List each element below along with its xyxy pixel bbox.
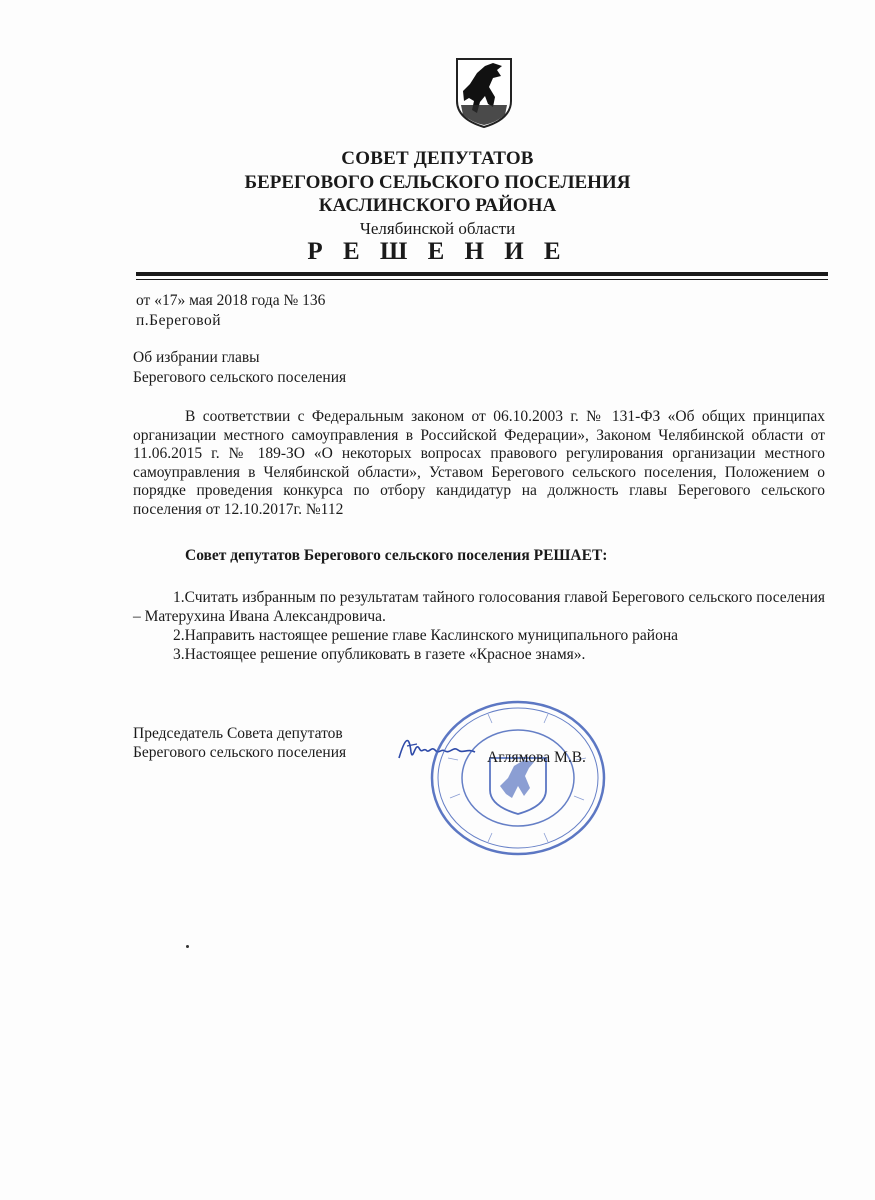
document-type-title: Р Е Ш Е Н И Е (307, 238, 568, 265)
subject-line1: Об избрании главы (133, 349, 260, 366)
signer-title-line1: Председатель Совета депутатов (133, 725, 343, 742)
header-divider-thin (136, 279, 828, 280)
preamble-paragraph (133, 408, 825, 519)
header-divider-thick (136, 272, 828, 276)
resolution-list (133, 588, 825, 664)
resolution-text: 3.Настоящее решение опубликовать в газете «Красное знамя». (173, 646, 586, 663)
resolution-text: 1.Считать избранным по результатам тайного голосования главой Берегового сельского поселения – Матерухина Ивана Александровича. (133, 589, 825, 625)
region-name: Челябинской области (359, 219, 516, 238)
official-seal-icon (428, 698, 608, 858)
coat-of-arms-horse-icon (455, 57, 513, 129)
preamble-text: В соответствии с Федеральным законом от 06.10.2003 г. № 131-ФЗ «Об общих принципах организации местного самоуправления в Российской Федерации», Законом Челябинской области от 11.06.2015 г. № 189-ЗО «О некоторых вопросах правового регулирования организации местного самоуправления в Челябинской области», Уставом Берегового сельского поселения, Положением о порядке проведения конкурса по отбору кандидатур на должность главы Берегового сельского поселения от 12.10.2017г. №112 (133, 408, 825, 518)
signer-title-line2: Берегового сельского поселения (133, 744, 347, 761)
council-decides-heading: Совет депутатов Берегового сельского поселения РЕШАЕТ: (185, 547, 608, 564)
scan-speck (186, 945, 189, 948)
signer-name: Аглямова М.В. (487, 749, 586, 766)
resolution-item (133, 626, 825, 645)
decision-date-number: от «17» мая 2018 года № 136 (136, 292, 326, 309)
resolution-item (133, 588, 825, 626)
council-name-line3: КАСЛИНСКОГО РАЙОНА (318, 195, 557, 216)
council-name-line2: БЕРЕГОВОГО СЕЛЬСКОГО ПОСЕЛЕНИЯ (244, 172, 631, 193)
council-name-line1: СОВЕТ ДЕПУТАТОВ (341, 148, 534, 169)
subject-line2: Берегового сельского поселения (133, 369, 347, 386)
decision-place: п.Береговой (136, 312, 222, 329)
resolution-text: 2.Направить настоящее решение главе Каслинского муниципального района (173, 627, 679, 644)
resolution-item (133, 645, 825, 664)
